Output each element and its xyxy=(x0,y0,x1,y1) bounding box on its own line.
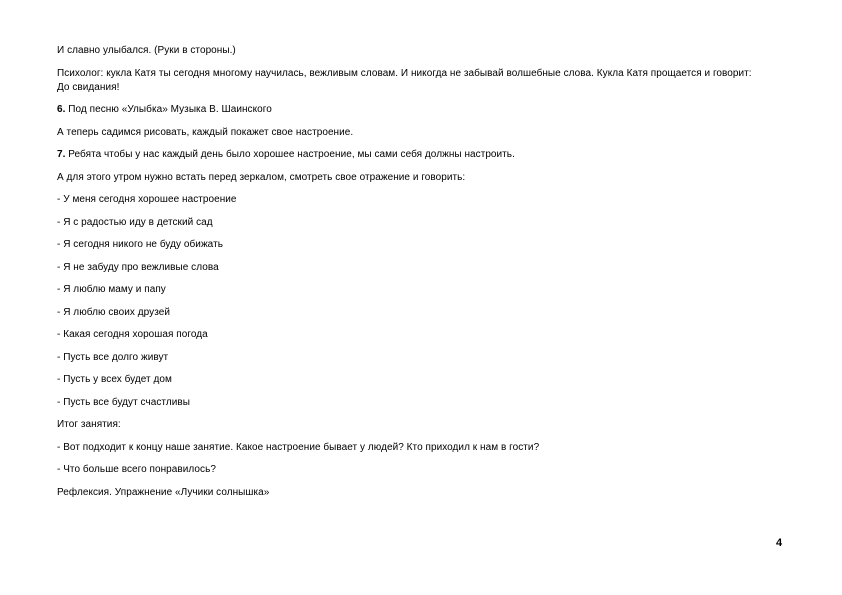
list-item: - Пусть все будут счастливы xyxy=(57,396,190,408)
paragraph: А теперь садимся рисовать, каждый покажет свое настроение. xyxy=(57,126,354,138)
list-item: - У меня сегодня хорошее настроение xyxy=(57,194,237,205)
item-number: 6. xyxy=(57,104,66,115)
paragraph: 7. Ребята чтобы у нас каждый день было хорошее настроение, мы сами себя должны настроить. xyxy=(57,149,515,160)
list-item: - Какая сегодня хорошая погода xyxy=(57,329,208,340)
page-number: 4 xyxy=(776,537,783,549)
list-item: - Я с радостью иду в детский сад xyxy=(57,216,213,228)
list-item: - Я не забуду про вежливые слова xyxy=(57,261,219,273)
paragraph: Рефлексия. Упражнение «Лучики солнышка» xyxy=(57,486,270,498)
paragraph: И славно улыбался. (Руки в стороны.) xyxy=(57,45,236,56)
list-item: - Я люблю маму и папу xyxy=(57,284,166,295)
list-item: - Вот подходит к концу наше занятие. Какое настроение бывает у людей? Кто приходил к нам в гости? xyxy=(57,441,540,453)
item-number: 7. xyxy=(57,149,66,160)
list-item: - Я люблю своих друзей xyxy=(57,306,170,318)
list-item: - Пусть все долго живут xyxy=(57,351,169,363)
section-heading: Итог занятия: xyxy=(57,419,121,430)
paragraph: 6. Под песню «Улыбка» Музыка В. Шаинского xyxy=(57,104,272,115)
list-item: - Я сегодня никого не буду обижать xyxy=(57,239,223,250)
list-item: - Пусть у всех будет дом xyxy=(57,374,172,385)
paragraph: Психолог: кукла Катя ты сегодня многому научилась, вежливым словам. И никогда не забывай волшебные слова. Кукла Катя прощается и говорит: До свидания! xyxy=(57,67,752,93)
document-body xyxy=(57,44,757,508)
paragraph: А для этого утром нужно встать перед зеркалом, смотреть свое отражение и говорить: xyxy=(57,171,466,183)
list-item: - Что больше всего понравилось? xyxy=(57,464,216,475)
